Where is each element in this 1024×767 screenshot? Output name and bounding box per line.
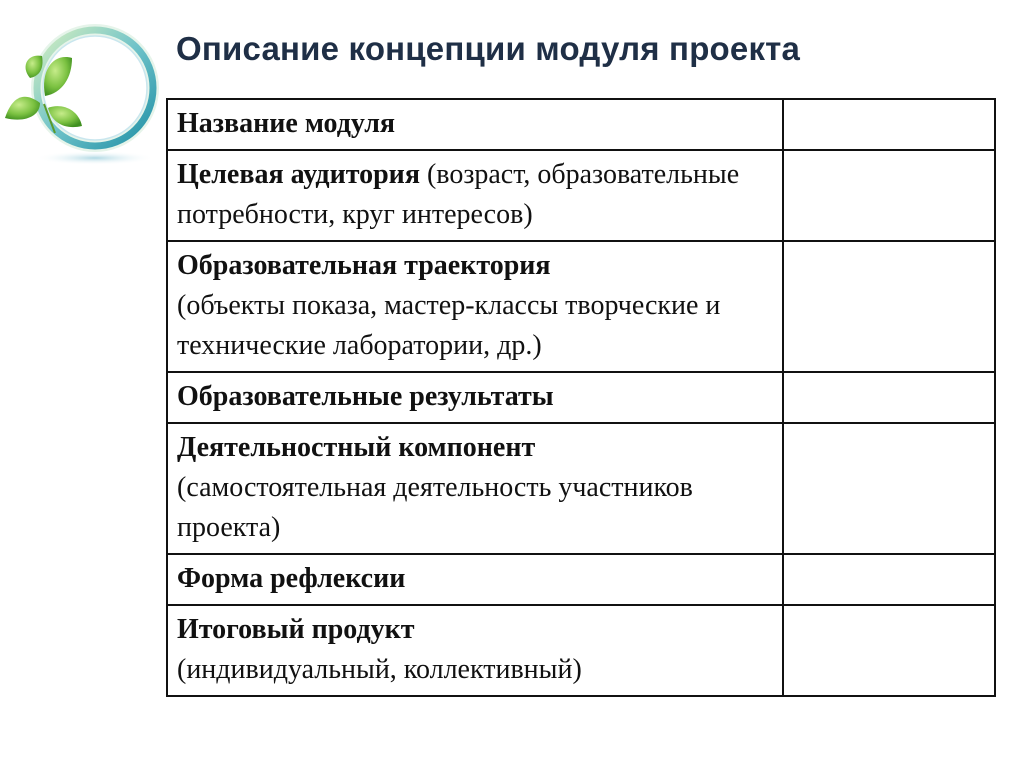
row-label: Деятельностный компонент <box>177 432 536 463</box>
row-label: Образовательная траектория <box>177 250 551 281</box>
page-title: Описание концепции модуля проекта <box>176 30 801 67</box>
row-value-cell[interactable] <box>783 99 995 150</box>
row-label-cell <box>167 150 783 241</box>
table-row <box>167 150 995 241</box>
module-concept-table <box>166 98 996 697</box>
row-value-cell[interactable] <box>783 554 995 605</box>
row-label-cell <box>167 241 783 372</box>
row-value-cell[interactable] <box>783 372 995 423</box>
row-note: (возраст, образовательные потребности, круг интересов) <box>177 159 740 230</box>
table-row <box>167 241 995 372</box>
row-value-cell[interactable] <box>783 241 995 372</box>
table-row <box>167 605 995 696</box>
row-label: Форма рефлексии <box>177 563 406 594</box>
row-label-cell <box>167 605 783 696</box>
row-label: Название модуля <box>177 108 396 139</box>
row-label-cell <box>167 372 783 423</box>
table-row <box>167 423 995 554</box>
row-label-cell <box>167 554 783 605</box>
row-label: Целевая аудитория <box>177 159 420 190</box>
row-value-cell[interactable] <box>783 150 995 241</box>
row-label-cell <box>167 423 783 554</box>
row-value-cell[interactable] <box>783 605 995 696</box>
row-value-cell[interactable] <box>783 423 995 554</box>
row-label-cell <box>167 99 783 150</box>
row-note: (индивидуальный, коллективный) <box>177 654 582 685</box>
row-note: (объекты показа, мастер-классы творческие и технические лаборатории, др.) <box>177 290 721 361</box>
table-row <box>167 372 995 423</box>
table-row <box>167 99 995 150</box>
table-row <box>167 554 995 605</box>
green-leaf-ring-icon <box>0 8 170 173</box>
row-note: (самостоятельная деятельность участников проекта) <box>177 472 693 543</box>
leaf-ring-logo <box>0 8 170 173</box>
row-label: Образовательные результаты <box>177 381 554 412</box>
row-label: Итоговый продукт <box>177 614 415 645</box>
